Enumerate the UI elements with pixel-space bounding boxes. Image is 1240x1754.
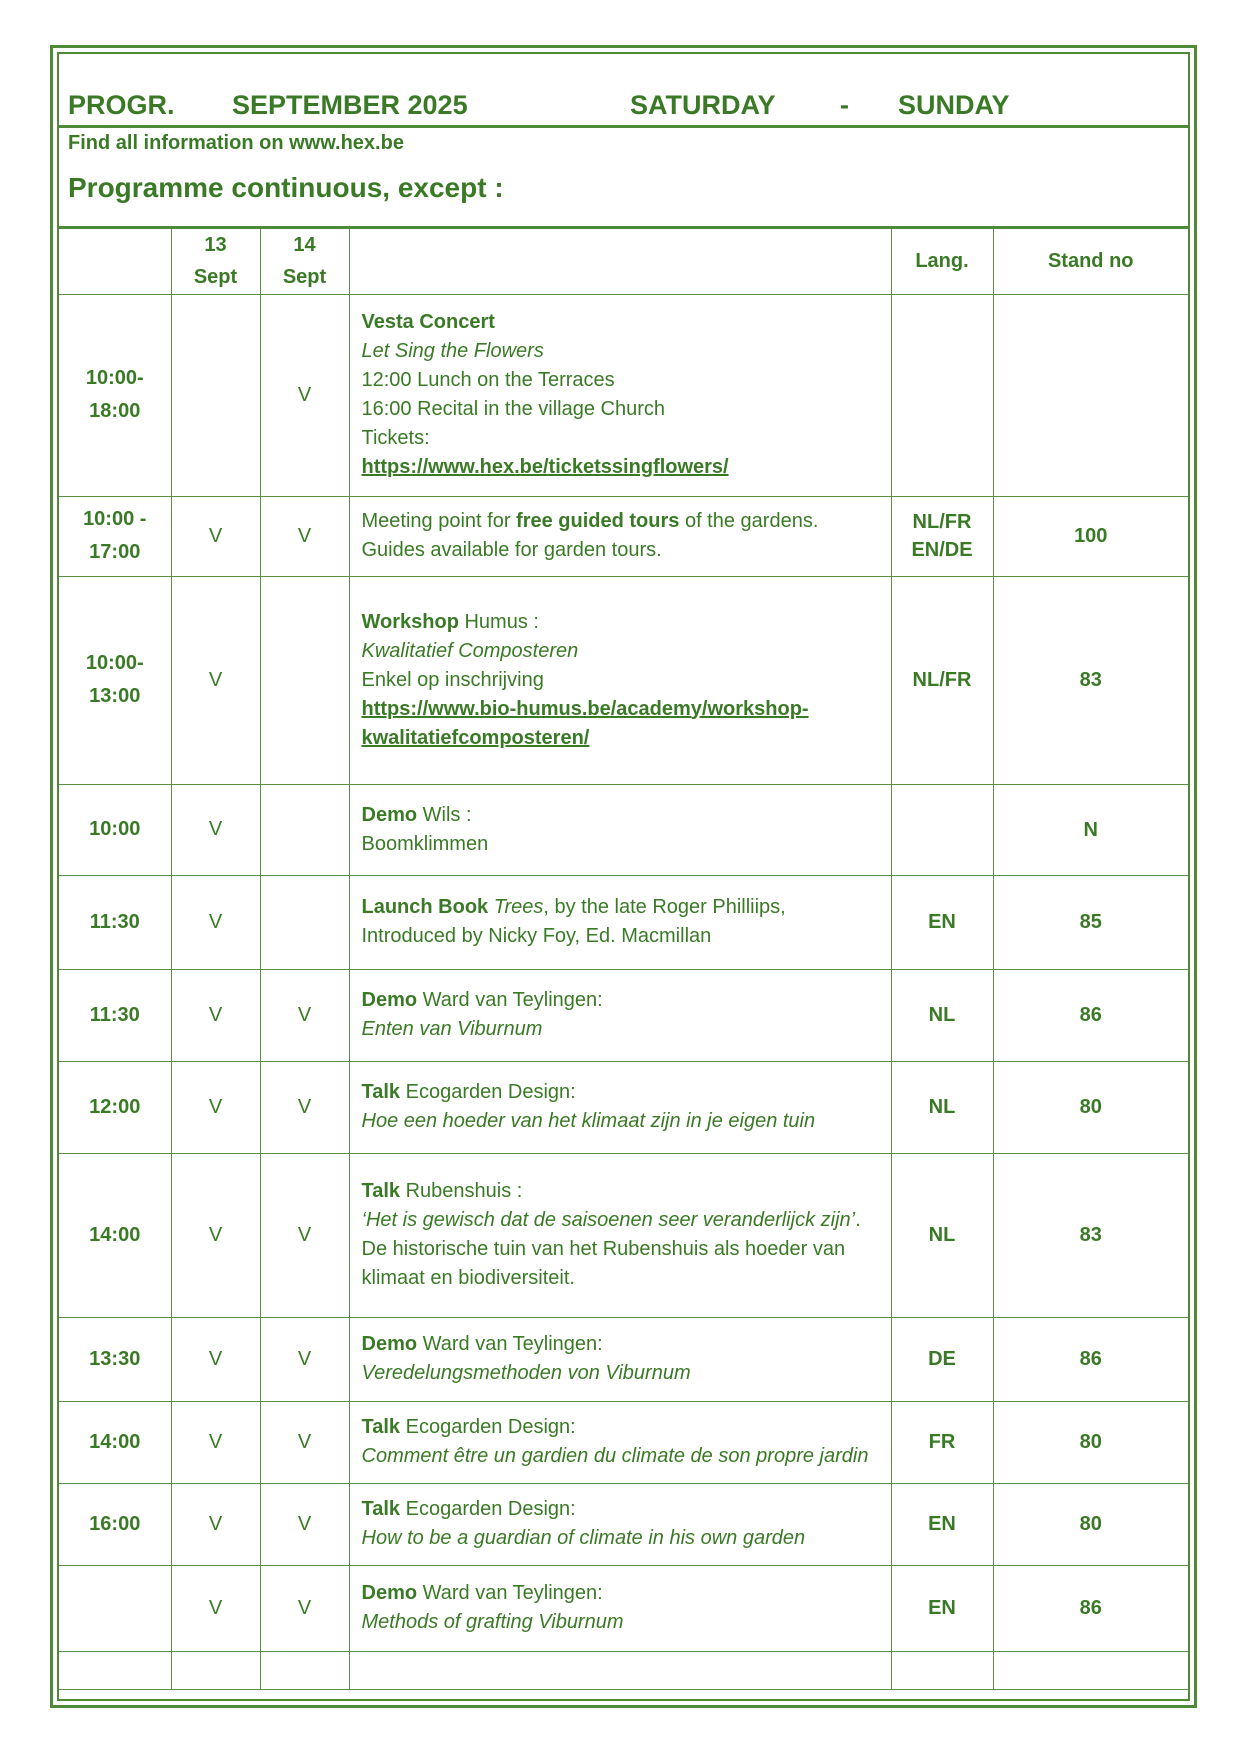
header-day-13 [171, 229, 260, 294]
description-line [362, 922, 879, 951]
description-line [362, 695, 879, 724]
day-13-check: V [171, 1153, 260, 1317]
description-line [362, 724, 879, 753]
description-line [362, 536, 879, 565]
table-row [59, 1565, 1188, 1651]
time-line: 11:30 [89, 1003, 140, 1026]
language-cell [891, 784, 993, 875]
description-text: De historische tuin van het Rubenshuis als hoeder van [361, 1238, 846, 1260]
header-month: SEPTEMBER 2025 [232, 90, 468, 120]
description-line [362, 337, 879, 366]
header-time-cell [59, 229, 171, 294]
description-cell [349, 496, 891, 576]
day-13-check: V [171, 1565, 260, 1651]
description-cell [349, 294, 891, 496]
description-line [362, 1524, 879, 1553]
language-cell [891, 1317, 993, 1401]
table-row [59, 1651, 1188, 1689]
language-cell [891, 1401, 993, 1483]
time-cell [59, 784, 171, 875]
description-text: Vesta Concert [361, 311, 495, 333]
language-cell [891, 496, 993, 576]
time-line: 10:00 [89, 818, 141, 840]
description-text: Boomklimmen [361, 832, 489, 855]
description-text: , by the late Roger Philliips, [543, 896, 786, 918]
header-lang: Lang. [891, 229, 993, 294]
description-line [362, 1330, 879, 1359]
language-code: FR [928, 1431, 956, 1453]
description-text: Talk [361, 1081, 401, 1103]
time-line: 13:30 [89, 1347, 141, 1370]
day-13-check: V [171, 1483, 260, 1565]
day-14-check [260, 875, 349, 969]
time-cell [59, 1317, 171, 1401]
description-text: ‘Het is gewisch dat de saisoenen seer veranderlijck zijn’ [361, 1209, 856, 1231]
description-cell [349, 1565, 891, 1651]
header-stand: Stand no [993, 229, 1188, 294]
description-line [362, 366, 879, 395]
description-text: Kwalitatief Composteren [361, 639, 579, 662]
description-text: Ecogarden Design: [400, 1498, 576, 1520]
description-line [362, 1413, 879, 1442]
day-14-check [260, 784, 349, 875]
language-code: NL [928, 1004, 956, 1026]
table-row [59, 1317, 1188, 1401]
description-text: Demo [361, 803, 418, 826]
description-line [362, 1177, 879, 1206]
description-text: How to be a guardian of climate in his own garden [361, 1527, 806, 1549]
description-line [362, 308, 879, 337]
language-code: DE [928, 1348, 956, 1370]
day-14-check: V [260, 1061, 349, 1153]
header-saturday: SATURDAY [630, 90, 776, 120]
description-line [362, 1206, 879, 1235]
header-day-13-num: 13 [204, 234, 227, 257]
description-text: Ward van Teylingen: [417, 989, 603, 1011]
language-cell [891, 1153, 993, 1317]
day-13-check: V [171, 1401, 260, 1483]
stand-number: 86 [993, 969, 1188, 1061]
description-line [362, 637, 879, 666]
language-cell [891, 576, 993, 784]
day-13-check: V [171, 496, 260, 576]
day-14-check: V [260, 969, 349, 1061]
description-text: Rubenshuis : [400, 1180, 523, 1202]
description-text: Ward van Teylingen: [417, 1333, 603, 1355]
day-13-check: V [171, 1317, 260, 1401]
stand-number: 85 [993, 875, 1188, 969]
description-line [362, 424, 879, 453]
page-header [68, 90, 1178, 124]
day-13-check: V [171, 576, 260, 784]
description-cell [349, 1317, 891, 1401]
description-text: Guides available for garden tours. [361, 539, 662, 561]
description-line [362, 893, 879, 922]
description-line [362, 801, 879, 830]
header-divider [59, 125, 1188, 128]
language-code: EN [928, 1513, 956, 1535]
header-day-14-num: 14 [293, 234, 316, 257]
description-line [362, 1442, 879, 1471]
table-row [59, 969, 1188, 1061]
description-line [362, 1579, 879, 1608]
time-cell [59, 496, 171, 576]
stand-number: 80 [993, 1061, 1188, 1153]
description-line [362, 1264, 879, 1293]
day-14-check: V [260, 1153, 349, 1317]
language-code: NL [928, 1096, 956, 1118]
description-text: Enkel op inschrijving [361, 668, 544, 691]
description-line [362, 1359, 879, 1388]
event-link[interactable]: https://www.bio-humus.be/academy/workshop- [361, 697, 809, 720]
table-row [59, 1483, 1188, 1565]
event-link[interactable]: https://www.hex.be/ticketssingflowers/ [361, 456, 729, 478]
time-line: 10:00- [85, 652, 144, 674]
continuous-heading: Programme continuous, except : [68, 172, 504, 203]
table-row [59, 1061, 1188, 1153]
time-cell [59, 576, 171, 784]
language-code: NL [928, 1224, 956, 1246]
day-14-check: V [260, 294, 349, 496]
stand-number: 100 [993, 496, 1188, 576]
header-day-14-month: Sept [282, 266, 327, 289]
description-text: Tickets: [361, 427, 430, 449]
time-cell [59, 1651, 171, 1689]
header-description-cell [349, 229, 891, 294]
stand-number: 83 [993, 576, 1188, 784]
stand-number: 83 [993, 1153, 1188, 1317]
table-row [59, 1153, 1188, 1317]
description-line [362, 830, 879, 859]
description-cell [349, 1061, 891, 1153]
description-line [362, 453, 879, 482]
time-line: 12:00 [89, 1095, 141, 1118]
time-cell [59, 1401, 171, 1483]
table-row [59, 1401, 1188, 1483]
time-cell [59, 1483, 171, 1565]
header-day-14 [260, 229, 349, 294]
description-line [362, 1495, 879, 1524]
day-13-check: V [171, 875, 260, 969]
description-line [362, 1235, 879, 1264]
description-cell [349, 1483, 891, 1565]
table-row [59, 576, 1188, 784]
stand-number: 86 [993, 1317, 1188, 1401]
description-line [362, 608, 879, 637]
stand-number: N [993, 784, 1188, 875]
description-text: Talk [361, 1416, 401, 1438]
description-cell [349, 875, 891, 969]
description-text: Demo [361, 1582, 418, 1604]
description-line [362, 986, 879, 1015]
description-text: free guided tours [516, 510, 680, 532]
description-line [362, 1608, 879, 1637]
stand-number: 80 [993, 1483, 1188, 1565]
description-line [362, 666, 879, 695]
table-row [59, 496, 1188, 576]
time-line: 17:00 [89, 541, 141, 563]
header-dash: - [840, 90, 849, 120]
language-cell [891, 1061, 993, 1153]
day-14-check: V [260, 1401, 349, 1483]
description-text: 16:00 Recital in the village Church [361, 398, 666, 420]
description-text: Demo [361, 989, 418, 1011]
description-cell [349, 784, 891, 875]
language-cell [891, 294, 993, 496]
time-line: 14:00 [89, 1430, 141, 1453]
day-13-check [171, 294, 260, 496]
language-cell [891, 1565, 993, 1651]
description-text: Talk [361, 1498, 401, 1520]
description-line [362, 1078, 879, 1107]
day-14-check: V [260, 1317, 349, 1401]
day-14-check [260, 576, 349, 784]
info-line: Find all information on www.hex.be [68, 132, 404, 154]
description-cell [349, 1401, 891, 1483]
description-line [362, 1107, 879, 1136]
day-13-check: V [171, 1061, 260, 1153]
description-text: Wils : [417, 803, 472, 826]
language-code: NL/FR [912, 511, 972, 533]
stand-number [993, 1651, 1188, 1689]
time-line: 10:00 - [83, 508, 147, 530]
day-14-check: V [260, 1565, 349, 1651]
time-line: 16:00 [89, 1512, 141, 1535]
description-text: Meeting point for [361, 510, 517, 532]
header-progr: PROGR. [68, 90, 175, 120]
description-text: 12:00 Lunch on the Terraces [361, 369, 615, 391]
time-cell [59, 1153, 171, 1317]
day-14-check: V [260, 1483, 349, 1565]
description-cell [349, 1153, 891, 1317]
language-cell [891, 1483, 993, 1565]
event-link[interactable]: kwalitatiefcomposteren/ [361, 726, 590, 749]
programme-table [59, 229, 1188, 1690]
header-day-13-month: Sept [193, 266, 238, 289]
day-13-check [171, 1651, 260, 1689]
day-13-check: V [171, 969, 260, 1061]
description-text: Trees [493, 896, 544, 918]
time-line: 10:00- [85, 367, 144, 389]
table-row [59, 294, 1188, 496]
description-text: Ecogarden Design: [400, 1081, 576, 1103]
table-row [59, 875, 1188, 969]
description-text: Hoe een hoeder van het klimaat zijn in je eigen tuin [361, 1110, 816, 1132]
language-cell [891, 969, 993, 1061]
language-code: NL/FR [912, 669, 972, 691]
stand-number [993, 294, 1188, 496]
language-code: EN/DE [911, 539, 973, 561]
description-text: of the gardens. [679, 510, 819, 532]
table-header-row [59, 229, 1188, 294]
description-text: Workshop [361, 610, 459, 633]
time-cell [59, 1565, 171, 1651]
table-row [59, 784, 1188, 875]
description-text: Ward van Teylingen: [417, 1582, 603, 1604]
time-cell [59, 969, 171, 1061]
description-text: Demo [361, 1333, 418, 1355]
time-line: 13:00 [89, 685, 141, 707]
description-text: Comment être un gardien du climate de son propre jardin [361, 1445, 869, 1467]
description-text: Let Sing the Flowers [361, 340, 544, 362]
description-text: Introduced by Nicky Foy, Ed. Macmillan [361, 925, 712, 947]
time-cell [59, 1061, 171, 1153]
description-cell [349, 576, 891, 784]
stand-number: 80 [993, 1401, 1188, 1483]
description-line [362, 1015, 879, 1044]
description-text: Methods of grafting Viburnum [361, 1611, 624, 1633]
description-text: Launch Book [361, 896, 489, 918]
language-code: EN [928, 1597, 956, 1619]
day-14-check [260, 1651, 349, 1689]
time-line: 11:30 [89, 910, 140, 933]
time-line: 18:00 [89, 400, 141, 422]
description-text: Humus : [458, 610, 539, 633]
description-text: Veredelungsmethoden von Viburnum [361, 1362, 691, 1384]
language-code: EN [928, 911, 956, 933]
description-cell [349, 969, 891, 1061]
time-line: 14:00 [89, 1223, 141, 1246]
description-text: . [855, 1209, 861, 1231]
language-cell [891, 875, 993, 969]
day-14-check: V [260, 496, 349, 576]
header-sunday: SUNDAY [898, 90, 1010, 120]
description-line [362, 507, 879, 536]
time-cell [59, 875, 171, 969]
stand-number: 86 [993, 1565, 1188, 1651]
description-cell [349, 1651, 891, 1689]
language-cell [891, 1651, 993, 1689]
description-line [362, 395, 879, 424]
description-text: Enten van Viburnum [361, 1018, 543, 1040]
description-text: Talk [361, 1180, 401, 1202]
day-13-check: V [171, 784, 260, 875]
description-text: Ecogarden Design: [400, 1416, 576, 1438]
description-text: klimaat en biodiversiteit. [361, 1267, 575, 1289]
time-cell [59, 294, 171, 496]
